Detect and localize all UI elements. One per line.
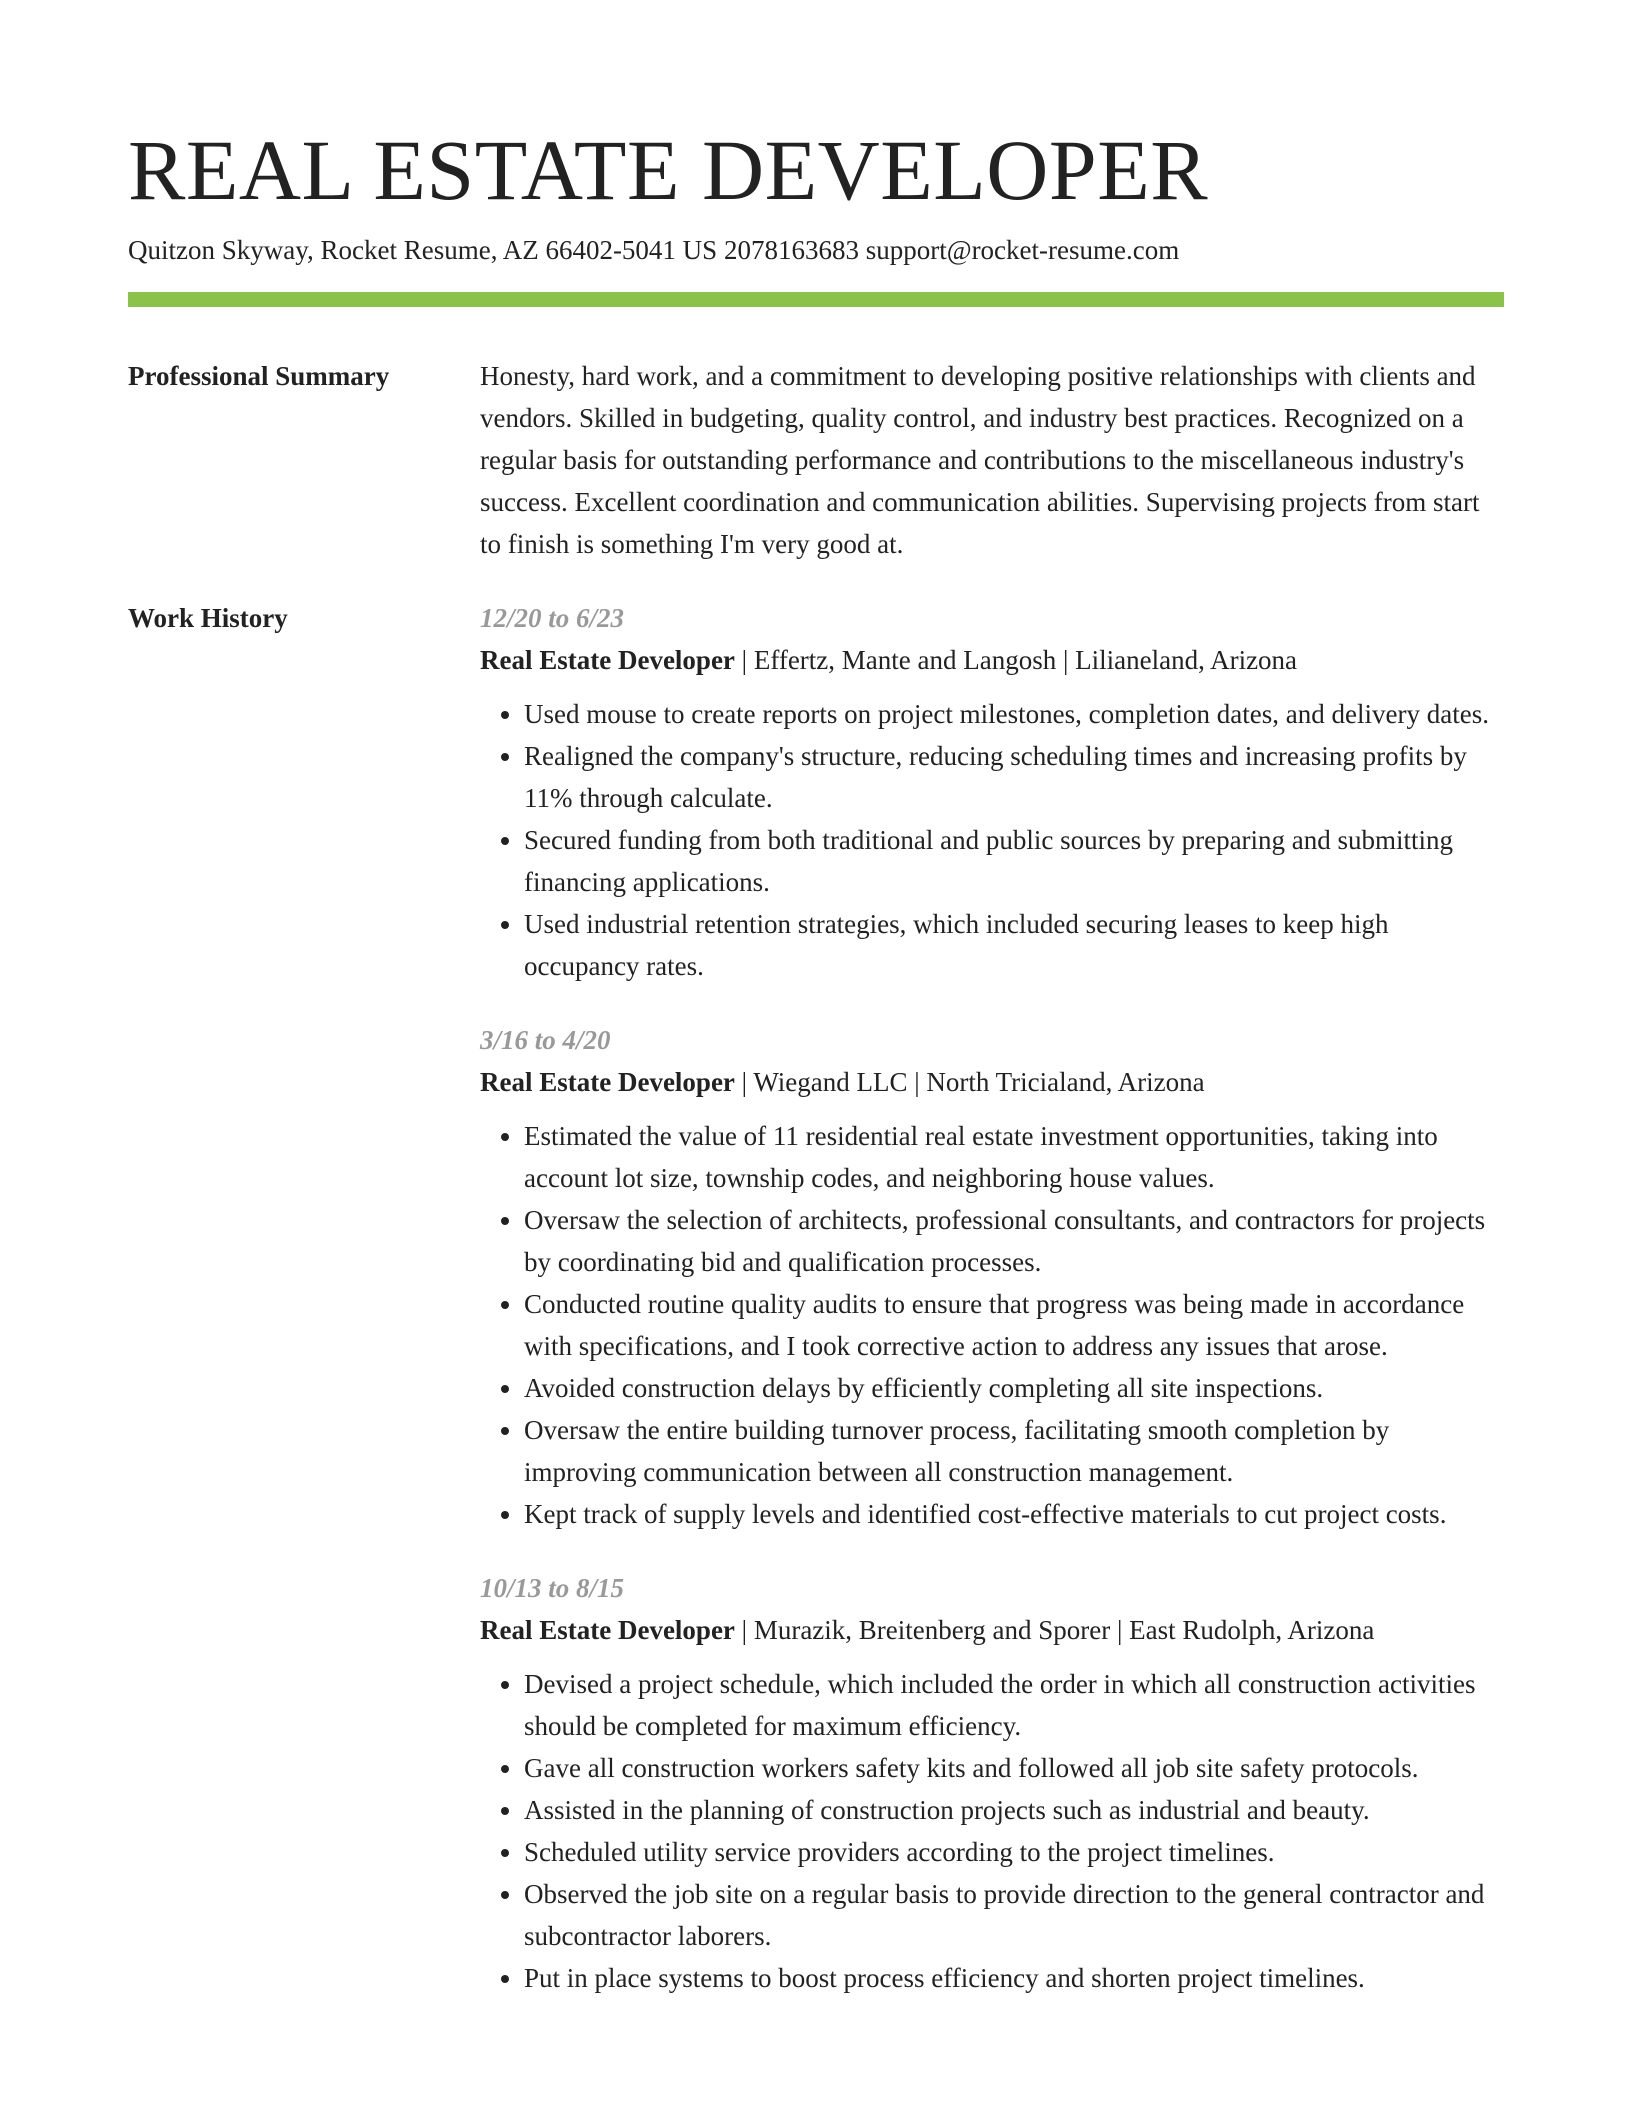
job-entry bbox=[480, 1567, 1504, 1999]
job-entry bbox=[480, 597, 1504, 987]
job-bullet: • Scheduled utility service providers according to the project timelines. bbox=[524, 1831, 1504, 1873]
job-line bbox=[480, 1061, 1504, 1103]
job-bullet: • Realigned the company's structure, reducing scheduling times and increasing profits by 11% through calculate. bbox=[524, 735, 1504, 819]
job-details: | Wiegand LLC | North Tricialand, Arizona bbox=[734, 1067, 1205, 1097]
job-bullet-list bbox=[480, 1115, 1504, 1535]
work-history-section bbox=[128, 597, 1504, 2031]
work-history-heading: Work History bbox=[128, 603, 288, 633]
job-bullet: • Estimated the value of 11 residential real estate investment opportunities, taking into account lot size, township codes, and neighboring house values. bbox=[524, 1115, 1504, 1199]
job-bullet: • Avoided construction delays by efficiently completing all site inspections. bbox=[524, 1367, 1504, 1409]
work-history-body bbox=[480, 597, 1504, 2031]
job-bullet: • Secured funding from both traditional and public sources by preparing and submitting financing applications. bbox=[524, 819, 1504, 903]
summary-heading: Professional Summary bbox=[128, 361, 390, 391]
job-dates: 10/13 to 8/15 bbox=[480, 1573, 625, 1603]
job-bullet: • Used industrial retention strategies, which included securing leases to keep high occupancy rates. bbox=[524, 903, 1504, 987]
job-bullet: • Kept track of supply levels and identified cost-effective materials to cut project costs. bbox=[524, 1493, 1504, 1535]
summary-section bbox=[128, 355, 1504, 565]
summary-text: Honesty, hard work, and a commitment to developing positive relationships with clients and vendors. Skilled in budgeting, quality control, and industry best practices. Recognized on a regular basis for outstanding performance and contributions to the miscellaneous industry's success. Excellent coordination and communication abilities. Supervising projects from start to finish is something I'm very good at. bbox=[480, 361, 1480, 559]
job-bullet: • Oversaw the selection of architects, professional consultants, and contractors for projects by coordinating bid and qualification processes. bbox=[524, 1199, 1504, 1283]
job-bullet: • Oversaw the entire building turnover process, facilitating smooth completion by improving communication between all construction management. bbox=[524, 1409, 1504, 1493]
job-dates: 3/16 to 4/20 bbox=[480, 1025, 611, 1055]
resume-page bbox=[128, 120, 1504, 2031]
job-bullet-list bbox=[480, 1663, 1504, 1999]
job-line bbox=[480, 639, 1504, 681]
job-bullet-list bbox=[480, 693, 1504, 987]
job-dates: 12/20 to 6/23 bbox=[480, 603, 625, 633]
job-line bbox=[480, 1609, 1504, 1651]
resume-title: REAL ESTATE DEVELOPER bbox=[128, 122, 1209, 218]
job-title: Real Estate Developer bbox=[480, 1615, 735, 1645]
job-title: Real Estate Developer bbox=[480, 645, 735, 675]
accent-divider bbox=[128, 292, 1504, 307]
job-bullet: • Conducted routine quality audits to ensure that progress was being made in accordance with specifications, and I took corrective action to address any issues that arose. bbox=[524, 1283, 1504, 1367]
job-bullet: • Put in place systems to boost process efficiency and shorten project timelines. bbox=[524, 1957, 1504, 1999]
job-bullet: • Gave all construction workers safety kits and followed all job site safety protocols. bbox=[524, 1747, 1504, 1789]
contact-info: Quitzon Skyway, Rocket Resume, AZ 66402-5041 US 2078163683 support@rocket-resume.com bbox=[128, 235, 1180, 265]
job-bullet: • Used mouse to create reports on project milestones, completion dates, and delivery dates. bbox=[524, 693, 1504, 735]
job-entry bbox=[480, 1019, 1504, 1535]
job-bullet: • Assisted in the planning of construction projects such as industrial and beauty. bbox=[524, 1789, 1504, 1831]
job-bullet: • Devised a project schedule, which included the order in which all construction activities should be completed for maximum efficiency. bbox=[524, 1663, 1504, 1747]
job-details: | Murazik, Breitenberg and Sporer | East Rudolph, Arizona bbox=[734, 1615, 1375, 1645]
job-bullet: • Observed the job site on a regular basis to provide direction to the general contractor and subcontractor laborers. bbox=[524, 1873, 1504, 1957]
job-details: | Effertz, Mante and Langosh | Lilianeland, Arizona bbox=[734, 645, 1298, 675]
job-title: Real Estate Developer bbox=[480, 1067, 735, 1097]
